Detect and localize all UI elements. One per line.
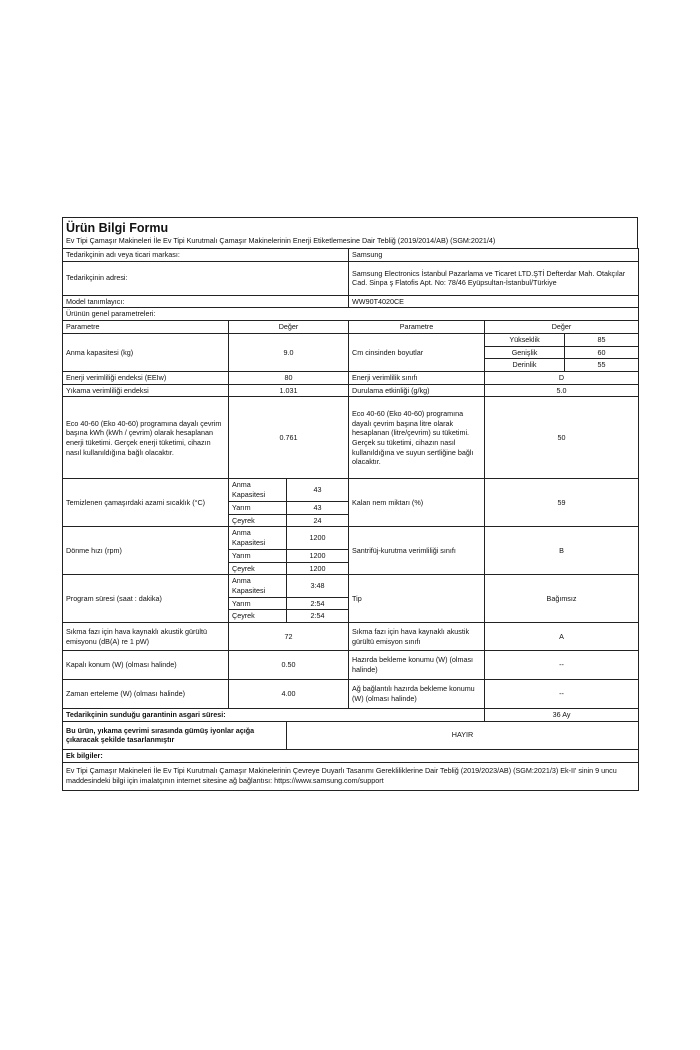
off-mode-label: Kapalı konum (W) (olması halinde) <box>63 651 229 680</box>
eei-value: 80 <box>229 372 349 385</box>
noise-label: Sıkma fazı için hava kaynaklı akustik gürültü emisyonu (dB(A) re 1 pW) <box>63 623 229 651</box>
washing-index-value: 1.031 <box>229 384 349 397</box>
info-table <box>62 248 639 791</box>
col-header-param-left: Parametre <box>63 321 229 334</box>
width-value: 60 <box>565 346 639 359</box>
temp-load-quarter: Çeyrek <box>229 514 287 527</box>
extra-info-label: Ek bilgiler: <box>63 749 639 762</box>
supplier-label: Tedarikçinin adı veya ticari markası: <box>63 249 349 262</box>
silver-ion-label: Bu ürün, yıkama çevrimi sırasında gümüş iyonlar açığa çıkaracak şekilde tasarlanmıştır <box>63 721 287 749</box>
duration-load-half: Yarım <box>229 597 287 610</box>
duration-half-value: 2:54 <box>287 597 349 610</box>
spin-quarter-value: 1200 <box>287 562 349 575</box>
energy-class-label: Enerji verimlilik sınıfı <box>349 372 485 385</box>
depth-label: Derinlik <box>485 359 565 372</box>
delay-value: 4.00 <box>229 680 349 709</box>
col-header-value-right: Değer <box>485 321 639 334</box>
temp-load-rated: Anma Kapasitesi <box>229 479 287 501</box>
spin-label: Dönme hızı (rpm) <box>63 527 229 575</box>
regulation-text: Ev Tipi Çamaşır Makineleri İle Ev Tipi Kurutmalı Çamaşır Makinelerinin Enerji Etiketlemesine Dair Tebliğ (2019/2014/AB) (SGM:2021/4) <box>66 236 496 245</box>
eco-energy-label: Eco 40-60 (Eko 40-60) programına dayalı çevrim başına kWh (kWh / çevrim) olarak hesaplanan enerji tüketimi. Gerçek enerji tüketimi, cihazın nasıl kullanıldığına bağlı olacaktır. <box>63 397 229 479</box>
capacity-label: Anma kapasitesi (kg) <box>63 333 229 371</box>
width-label: Genişlik <box>485 346 565 359</box>
moisture-label: Kalan nem miktarı (%) <box>349 479 485 527</box>
delay-label: Zaman erteleme (W) (olması halinde) <box>63 680 229 709</box>
address-value: Samsung Electronics İstanbul Pazarlama ve Ticaret LTD.ŞTİ Defterdar Mah. Otakçılar Cad. Sinpa ş Flatofis Apt. No: 78/46 Eyüpsultan-İstanbul/Türkiye <box>349 261 639 295</box>
noise-value: 72 <box>229 623 349 651</box>
capacity-value: 9.0 <box>229 333 349 371</box>
energy-class-value: D <box>485 372 639 385</box>
col-header-param-right: Parametre <box>349 321 485 334</box>
spin-load-half: Yarım <box>229 549 287 562</box>
extra-info-text: Ev Tipi Çamaşır Makineleri İle Ev Tipi Kurutmalı Çamaşır Makinelerinin Çevreye Duyarlı Tasarımı Gerekliliklerine Dair Tebliğ (2019/2023/AB) (SGM:2021/3) Ek-II' sinin 9 uncu maddesindeki bilgi için imalatçının internet sitesine ağ bağlantısı: https://www.samsung.com/support <box>63 762 639 790</box>
type-label: Tip <box>349 575 485 623</box>
spin-load-rated: Anma Kapasitesi <box>229 527 287 549</box>
silver-ion-value: HAYIR <box>287 721 639 749</box>
duration-quarter-value: 2:54 <box>287 610 349 623</box>
temp-quarter-value: 24 <box>287 514 349 527</box>
eco-water-value: 50 <box>485 397 639 479</box>
moisture-value: 59 <box>485 479 639 527</box>
duration-label: Program süresi (saat : dakika) <box>63 575 229 623</box>
supplier-value: Samsung <box>349 249 639 262</box>
standby-value: -- <box>485 651 639 680</box>
depth-value: 55 <box>565 359 639 372</box>
col-header-value-left: Değer <box>229 321 349 334</box>
noise-class-label: Sıkma fazı için hava kaynaklı akustik gürültü emisyon sınıfı <box>349 623 485 651</box>
duration-rated-value: 3:48 <box>287 575 349 597</box>
temp-rated-value: 43 <box>287 479 349 501</box>
eco-energy-value: 0.761 <box>229 397 349 479</box>
type-value: Bağımsız <box>485 575 639 623</box>
spin-half-value: 1200 <box>287 549 349 562</box>
height-value: 85 <box>565 333 639 346</box>
off-mode-value: 0.50 <box>229 651 349 680</box>
model-value: WW90T4020CE <box>349 295 639 308</box>
spin-class-value: B <box>485 527 639 575</box>
rinsing-value: 5.0 <box>485 384 639 397</box>
guarantee-label: Tedarikçinin sunduğu garantinin asgari süresi: <box>63 709 485 722</box>
general-params-heading: Ürünün genel parametreleri: <box>63 308 639 321</box>
model-label: Model tanımlayıcı: <box>63 295 349 308</box>
standby-label: Hazırda bekleme konumu (W) (olması halinde) <box>349 651 485 680</box>
duration-load-quarter: Çeyrek <box>229 610 287 623</box>
dimensions-label: Cm cinsinden boyutlar <box>349 333 485 371</box>
height-label: Yükseklik <box>485 333 565 346</box>
duration-load-rated: Anma Kapasitesi <box>229 575 287 597</box>
spin-rated-value: 1200 <box>287 527 349 549</box>
network-standby-value: -- <box>485 680 639 709</box>
spin-class-label: Santrifüj-kurutma verimliliği sınıfı <box>349 527 485 575</box>
product-info-form <box>62 217 638 791</box>
guarantee-value: 36 Ay <box>485 709 639 722</box>
temp-label: Temizlenen çamaşırdaki azami sıcaklık (°C) <box>63 479 229 527</box>
form-title: Ürün Bilgi Formu <box>66 221 169 235</box>
eco-water-label: Eco 40-60 (Eko 40-60) programına dayalı çevrim başına litre olarak hesaplanan (litre/çevrim) su tüketimi. Gerçek su tüketimi, cihazın nasıl kullanıldığına ve suyun sertliğine bağlı olacaktır. <box>349 397 485 479</box>
temp-load-half: Yarım <box>229 501 287 514</box>
rinsing-label: Durulama etkinliği (g/kg) <box>349 384 485 397</box>
spin-load-quarter: Çeyrek <box>229 562 287 575</box>
network-standby-label: Ağ bağlantılı hazırda bekleme konumu (W) (olması halinde) <box>349 680 485 709</box>
address-label: Tedarikçinin adresi: <box>63 261 349 295</box>
noise-class-value: A <box>485 623 639 651</box>
eei-label: Enerji verimliliği endeksi (EEIw) <box>63 372 229 385</box>
washing-index-label: Yıkama verimliliği endeksi <box>63 384 229 397</box>
temp-half-value: 43 <box>287 501 349 514</box>
